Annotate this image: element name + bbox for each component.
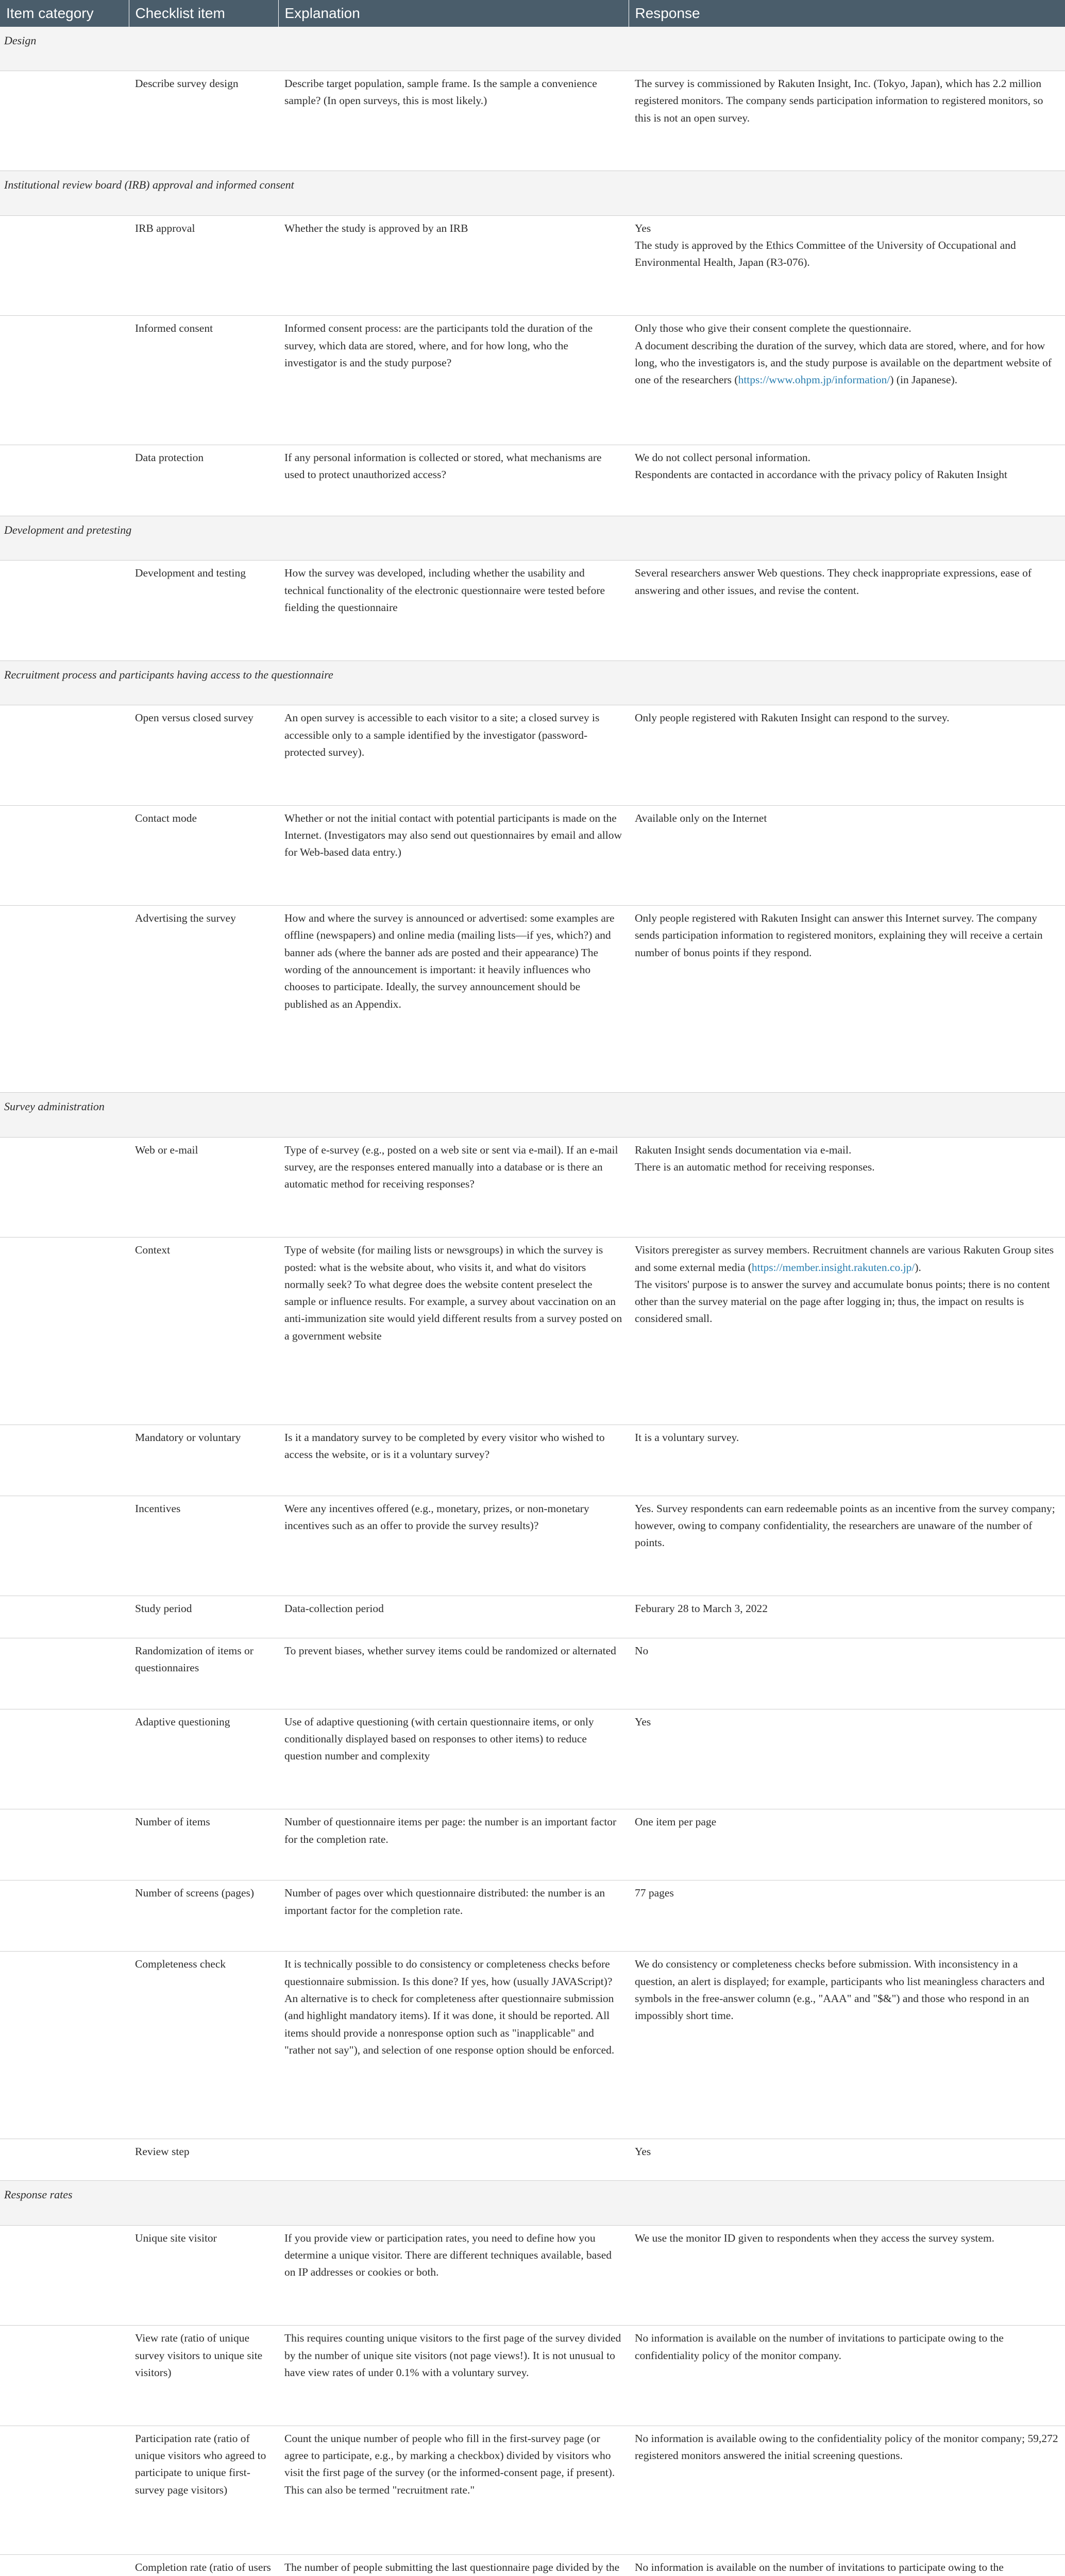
explanation-cell: Type of website (for mailing lists or newsgroups) in which the survey is posted: what is the website about, who visits it, and what do visitors normally seek? To what degree does the website content preselect the sample or influence results. For example, a survey about vaccination on an anti-immunization site would yield different results from a survey posted on a government website (278, 1238, 629, 1425)
category-cell (0, 215, 129, 315)
response-cell: Feburary 28 to March 3, 2022 (629, 1596, 1065, 1638)
explanation-cell: How and where the survey is announced or advertised: some examples are offline (newspapers) and online media (mailing lists—if yes, which?) and banner ads (where the banner ads are posted and their appearance) The wording of the announcement is important: it heavily influences who chooses to participate. Ideally, the survey announcement should be published as an Appendix. (278, 906, 629, 1093)
table-row (0, 1638, 1065, 1709)
response-cell: Yes (629, 2139, 1065, 2181)
response-cell: We do consistency or completeness checks before submission. With inconsistency in a question, an alert is displayed; for example, participants who list meaningless characters and symbols in the free-answer column (e.g., "AAA" and "$&") and those who respond in an impossibly short time. (629, 1952, 1065, 2139)
table-row (0, 705, 1065, 805)
table-row (0, 1709, 1065, 1809)
response-cell: We use the monitor ID given to respondents when they access the survey system. (629, 2225, 1065, 2325)
table-row (0, 1496, 1065, 1596)
category-cell (0, 71, 129, 171)
table-row (0, 1809, 1065, 1880)
explanation-cell: Use of adaptive questioning (with certain questionnaire items, or only conditionally displayed based on responses to other items) to reduce question number and complexity (278, 1709, 629, 1809)
header-explanation: Explanation (278, 0, 629, 27)
response-cell: The survey is commissioned by Rakuten Insight, Inc. (Tokyo, Japan), which has 2.2 million registered monitors. The company sends participation information to registered monitors, so this is not an open survey. (629, 71, 1065, 171)
explanation-cell: Is it a mandatory survey to be completed by every visitor who wished to access the website, or is it a voluntary survey? (278, 1425, 629, 1496)
response-cell: One item per page (629, 1809, 1065, 1880)
response-cell: No (629, 1638, 1065, 1709)
table-row (0, 906, 1065, 1093)
section-title: Recruitment process and participants having access to the questionnaire (0, 660, 1065, 705)
explanation-cell: Number of pages over which questionnaire distributed: the number is an important factor for the completion rate. (278, 1880, 629, 1952)
checklist-item-cell: Number of screens (pages) (129, 1880, 278, 1952)
category-cell (0, 705, 129, 805)
table-row (0, 1425, 1065, 1496)
section-row (0, 27, 1065, 71)
table-row (0, 71, 1065, 171)
explanation-cell: Number of questionnaire items per page: the number is an important factor for the completion rate. (278, 1809, 629, 1880)
checklist-item-cell: Number of items (129, 1809, 278, 1880)
explanation-cell: Whether or not the initial contact with potential participants is made on the Internet. (Investigators may also send out questionnaires by email and allow for Web-based data entry.) (278, 805, 629, 905)
checklist-item-cell: Unique site visitor (129, 2225, 278, 2325)
response-text-after: ) (in Japanese). (890, 374, 958, 386)
table-row (0, 316, 1065, 445)
response-text: Only those who give their consent complete the questionnaire. A document describing the duration of the survey, which data are stored, where, and for how long, who the investigators is, and the study purpose is available on the department website of one of the researchers ( (635, 322, 1052, 386)
explanation-cell: Data-collection period (278, 1596, 629, 1638)
table-row (0, 2139, 1065, 2181)
table-row (0, 215, 1065, 315)
explanation-cell: Describe target population, sample frame. Is the sample a convenience sample? (In open surveys, this is most likely.) (278, 71, 629, 171)
response-cell: We do not collect personal information. Respondents are contacted in accordance with the privacy policy of Rakuten Insight (629, 445, 1065, 516)
explanation-cell: An open survey is accessible to each visitor to a site; a closed survey is accessible only to a sample identified by the investigator (password-protected survey). (278, 705, 629, 805)
category-cell (0, 1238, 129, 1425)
response-cell: Available only on the Internet (629, 805, 1065, 905)
response-cell (629, 1238, 1065, 1425)
checklist-item-cell: Mandatory or voluntary (129, 1425, 278, 1496)
response-link[interactable]: https://member.insight.rakuten.co.jp/ (751, 1261, 915, 1274)
explanation-cell: Count the unique number of people who fill in the first-survey page (or agree to participate, e.g., by marking a checkbox) divided by visitors who visit the first page of the survey (or the informed-consent page, if present). This can also be termed "recruitment rate." (278, 2426, 629, 2555)
explanation-cell: To prevent biases, whether survey items could be randomized or alternated (278, 1638, 629, 1709)
header-item-category: Item category (0, 0, 129, 27)
section-row (0, 660, 1065, 705)
table-header (0, 0, 1065, 27)
checklist-item-cell: Completion rate (ratio of users (129, 2555, 278, 2576)
checklist-item-cell: Advertising the survey (129, 906, 278, 1093)
category-cell (0, 1952, 129, 2139)
checklist-item-cell: Adaptive questioning (129, 1709, 278, 1809)
checklist-item-cell: View rate (ratio of unique survey visitors to unique site visitors) (129, 2326, 278, 2426)
section-title: Response rates (0, 2181, 1065, 2225)
explanation-cell (278, 2139, 629, 2181)
category-cell (0, 1425, 129, 1496)
section-row (0, 2181, 1065, 2225)
response-cell: Only people registered with Rakuten Insight can respond to the survey. (629, 705, 1065, 805)
checklist-item-cell: Open versus closed survey (129, 705, 278, 805)
table-row (0, 1238, 1065, 1425)
category-cell (0, 1596, 129, 1638)
header-response: Response (629, 0, 1065, 27)
category-cell (0, 2555, 129, 2576)
explanation-cell: Were any incentives offered (e.g., monetary, prizes, or non-monetary incentives such as an offer to provide the survey results)? (278, 1496, 629, 1596)
section-row (0, 171, 1065, 215)
explanation-cell: Whether the study is approved by an IRB (278, 215, 629, 315)
checklist-item-cell: Randomization of items or questionnaires (129, 1638, 278, 1709)
response-cell: Yes The study is approved by the Ethics Committee of the University of Occupational and Environmental Health, Japan (R3-076). (629, 215, 1065, 315)
explanation-cell: Informed consent process: are the participants told the duration of the survey, which data are stored, where, and for how long, who the investigator is and the study purpose? (278, 316, 629, 445)
response-cell: Only people registered with Rakuten Insight can answer this Internet survey. The company sends participation information to registered monitors, explaining they will receive a certain number of bonus points if they respond. (629, 906, 1065, 1093)
section-title: Survey administration (0, 1093, 1065, 1137)
checklist-item-cell: Participation rate (ratio of unique visitors who agreed to participate to unique first-survey page visitors) (129, 2426, 278, 2555)
checklist-item-cell: Review step (129, 2139, 278, 2181)
checklist-item-cell: Incentives (129, 1496, 278, 1596)
checklist-item-cell: Study period (129, 1596, 278, 1638)
response-cell: No information is available on the number of invitations to participate owing to the confidentiality policy of the monitor company. (629, 2326, 1065, 2426)
response-cell: It is a voluntary survey. (629, 1425, 1065, 1496)
category-cell (0, 2139, 129, 2181)
category-cell (0, 1496, 129, 1596)
checklist-item-cell: Development and testing (129, 561, 278, 660)
response-cell: Yes. Survey respondents can earn redeemable points as an incentive from the survey company; however, owing to company confidentiality, the researchers are unaware of the number of points. (629, 1496, 1065, 1596)
table-row (0, 445, 1065, 516)
response-link[interactable]: https://www.ohpm.jp/information/ (738, 374, 890, 386)
table-row (0, 2326, 1065, 2426)
explanation-cell: How the survey was developed, including whether the usability and technical functionality of the electronic questionnaire were tested before fielding the questionnaire (278, 561, 629, 660)
response-cell: Several researchers answer Web questions. They check inappropriate expressions, ease of answering and other issues, and revise the content. (629, 561, 1065, 660)
response-cell: No information is available on the number of invitations to participate owing to the (629, 2555, 1065, 2576)
category-cell (0, 1809, 129, 1880)
explanation-cell: Type of e-survey (e.g., posted on a web site or sent via e-mail). If an e-mail survey, are the responses entered manually into a database or is there an automatic method for receiving responses? (278, 1137, 629, 1237)
category-cell (0, 906, 129, 1093)
section-title: Design (0, 27, 1065, 71)
explanation-cell: It is technically possible to do consistency or completeness checks before questionnaire submission. Is this done? If yes, how (usually JAVAScript)? An alternative is to check for completeness after questionnaire submission (and highlight mandatory items). If it was done, it should be reported. All items should provide a nonresponse option such as "inapplicable" and "rather not say"), and selection of one response option should be enforced. (278, 1952, 629, 2139)
section-title: Institutional review board (IRB) approval and informed consent (0, 171, 1065, 215)
checklist-item-cell: Data protection (129, 445, 278, 516)
table-row (0, 1596, 1065, 1638)
header-row (0, 0, 1065, 27)
explanation-cell: If you provide view or participation rates, you need to define how you determine a unique visitor. There are different techniques available, based on IP addresses or cookies or both. (278, 2225, 629, 2325)
table-body (0, 27, 1065, 2576)
response-cell: Rakuten Insight sends documentation via e-mail. There is an automatic method for receiving responses. (629, 1137, 1065, 1237)
checklist-item-cell: Describe survey design (129, 71, 278, 171)
table-row (0, 2225, 1065, 2325)
table-row (0, 1952, 1065, 2139)
category-cell (0, 2326, 129, 2426)
category-cell (0, 2225, 129, 2325)
response-cell: 77 pages (629, 1880, 1065, 1952)
category-cell (0, 2426, 129, 2555)
category-cell (0, 805, 129, 905)
explanation-cell: This requires counting unique visitors to the first page of the survey divided by the number of unique site visitors (not page views!). It is not unusual to have view rates of under 0.1% with a voluntary survey. (278, 2326, 629, 2426)
category-cell (0, 445, 129, 516)
table-row (0, 1880, 1065, 1952)
checklist-item-cell: Web or e-mail (129, 1137, 278, 1237)
section-title: Development and pretesting (0, 516, 1065, 561)
response-cell: No information is available owing to the confidentiality policy of the monitor company; 59,272 registered monitors answered the initial screening questions. (629, 2426, 1065, 2555)
checklist-item-cell: Informed consent (129, 316, 278, 445)
table-row (0, 1137, 1065, 1237)
category-cell (0, 1638, 129, 1709)
response-cell: Yes (629, 1709, 1065, 1809)
checklist-item-cell: IRB approval (129, 215, 278, 315)
table-row (0, 2426, 1065, 2555)
header-checklist-item: Checklist item (129, 0, 278, 27)
section-row (0, 516, 1065, 561)
category-cell (0, 316, 129, 445)
response-text: Visitors preregister as survey members. Recruitment channels are various Rakuten Group sites and some external media ( (635, 1244, 1054, 1274)
checklist-item-cell: Contact mode (129, 805, 278, 905)
explanation-cell: If any personal information is collected or stored, what mechanisms are used to protect unauthorized access? (278, 445, 629, 516)
category-cell (0, 1137, 129, 1237)
table-row (0, 805, 1065, 905)
table-row (0, 561, 1065, 660)
category-cell (0, 561, 129, 660)
section-row (0, 1093, 1065, 1137)
category-cell (0, 1880, 129, 1952)
checklist-item-cell: Context (129, 1238, 278, 1425)
checklist-item-cell: Completeness check (129, 1952, 278, 2139)
category-cell (0, 1709, 129, 1809)
response-cell (629, 316, 1065, 445)
table-row (0, 2555, 1065, 2576)
explanation-cell: The number of people submitting the last questionnaire page divided by the (278, 2555, 629, 2576)
response-text-after: ). The visitors' purpose is to answer the survey and accumulate bonus points; there is no content other than the survey material on the page after logging in; thus, the impact on results is considered small. (635, 1261, 1050, 1325)
